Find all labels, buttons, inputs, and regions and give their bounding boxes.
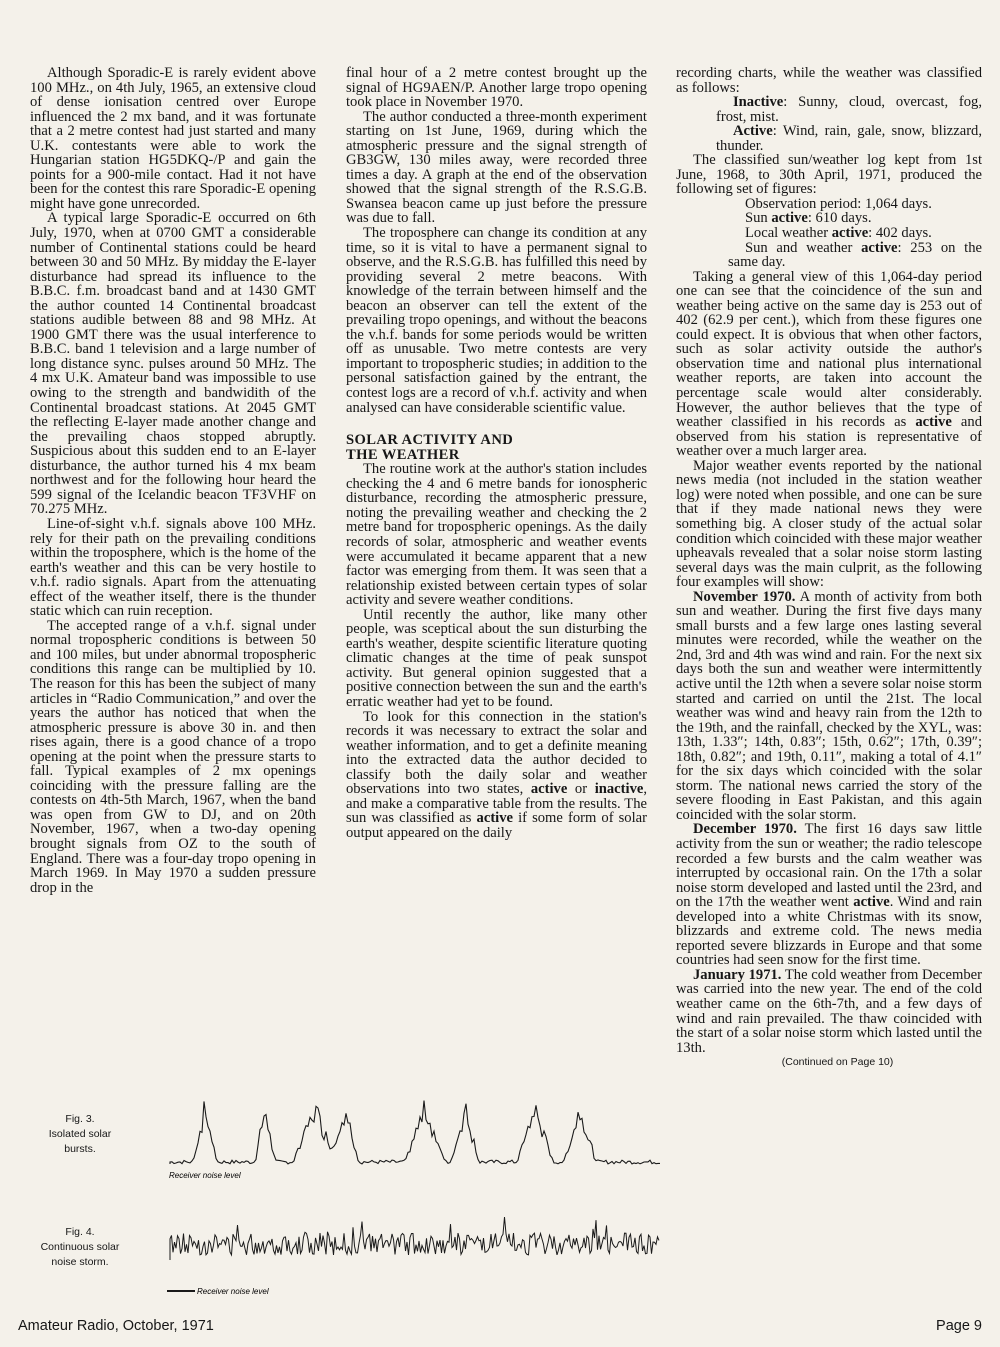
paragraph: Taking a general view of this 1,064-day period one can see that the coincidence of the sun and weather being active on the same day is 253 out of 402 (62.9 per cent.), which from these figures one could expect. It is obvious that when other factors, such as solar activity outside the author's observation time and national plus international weather reports, are taken into account the percentage scale would alter considerably. However, the author believes that the type of weather classified in his records as active and observed from his station is representative of weather over a much larger area.: [676, 268, 982, 460]
paragraph: final hour of a 2 metre contest brought up the signal of HG9AEN/P. Another large tropo opening took place in November 1970.: [346, 65, 647, 111]
paragraph: Major weather events reported by the national news media (not included in the station weather log) were noted when possible, and one can be sure that if they made national news they were something big. A closer study of the actual solar condition which coincided with these major weather upheavals revealed that a solar noise storm lasting several days was the main culprit, as the following four examples will show:: [676, 457, 982, 591]
statistic: Observation period: 1,064 days.: [745, 195, 932, 212]
paragraph: November 1970. A month of activity from both sun and weather. During the first five days many small bursts and a few large ones lasting several minutes were recorded, while the weather on the 2nd, 3rd and 4th was wind and rain. For the next six days both the sun and weather were intermittently active until the 12th when a severe solar noise storm started and carried on until the 21st. The local weather was wind and heavy rain from the 12th to the 19th, and the rainfall, checked by the XYL, was: 13th, 1.33″; 14th, 0.83″; 15th, 0.62″; 17th, 0.39″; 18th, 0.82″; and 19th, 0.11″, making a total of 4.1″ for the six days which coincided with the solar storm. The national news carried the story of the severe flooding in East Pakistan, and this again coincided with the solar storm.: [676, 588, 982, 823]
article-column-1: [30, 66, 316, 895]
fig3-caption: Fig. 3. Isolated solar bursts.: [48, 1113, 112, 1155]
fig4-trace: [170, 1217, 659, 1260]
footer-page-number: Page 9: [936, 1318, 982, 1334]
paragraph: Line-of-sight v.h.f. signals above 100 MHz. rely for their path on the prevailing conditions within the troposphere, which is the home of the earth's weather and this can be very hostile to v.h.f. radio signals. Apart from the attenuating effect of the weather itself, there is the thunder static which can ruin reception.: [30, 515, 316, 620]
section-heading: SOLAR ACTIVITY AND: [346, 432, 514, 449]
classification-active: Active: Wind, rain, gale, snow, blizzard, thunder.: [716, 123, 982, 154]
section-heading: THE WEATHER: [346, 446, 460, 463]
paragraph: recording charts, while the weather was classified as follows:: [676, 65, 982, 96]
article-column-3: [676, 66, 982, 1070]
continued-note: (Continued on Page 10): [781, 1056, 894, 1069]
fig4-chart: [165, 1205, 665, 1300]
statistic: Local weather active: 402 days.: [745, 225, 932, 242]
paragraph: December 1970. The first 16 days saw little activity from the sun or weather; the radio telescope recorded a few bursts and the calm weather was interrupted by occasional rain. On the 17th a solar noise storm developed and lasted until the 23rd, and on the 17th the weather went active. Wind and rain developed into a white Christmas with its snow, blizzards and extreme cold. The news media reported severe blizzards in Europe and that some countries had seen snow for the first time.: [676, 821, 982, 969]
paragraph: Although Sporadic-E is rarely evident above 100 MHz., on 4th July, 1965, an extensive cloud of dense ionisation centred over Europe influenced the 2 mx band, and it was fortunate that a 2 metre contest had just started and many U.K. contestants were able to work the Hungarian station HG5DKQ-/P and gain the points for a 900-mile contact. Had it not have been for the contest this rare Sporadic-E opening might have gone unrecorded.: [30, 65, 316, 212]
statistic: Sun and weather active: 253 on the same day.: [728, 239, 982, 271]
fig3-chart: [165, 1080, 665, 1185]
fig4-caption: Fig. 4. Continuous solar noise storm.: [40, 1226, 120, 1268]
paragraph: The troposphere can change its condition at any time, so it is vital to have a permanent signal to observe, and the R.S.G.B. has fulfilled this need by providing several 2 metre beacons. With knowledge of the terrain between himself and the beacon an observer can tell the extent of the prevailing tropo openings, and without the beacons the v.h.f. bands for some periods would be written off as unusable. Two metre contests are very important to tropospheric studies; in addition to the personal satisfaction gained by the entrant, the contest logs are a record of v.h.f. activity and when analysed can have considerable scientific value.: [346, 225, 647, 416]
paragraph: The author conducted a three-month experiment starting on 1st June, 1969, during which the atmospheric pressure and the signal strength of GB3GW, 130 miles away, were recorded three times a day. A graph at the end of the observation showed that the signal strength of the R.S.G.B. Swansea beacon came up just before the pressure was due to fall.: [346, 108, 647, 227]
paragraph: To look for this connection in the station's records it was necessary to extract the solar and weather information, and to get a definite meaning into the extracted data the author decided to classify both the daily solar and weather observations into two states, active or inactive, and make a comparative table from the results. The sun was classified as active if some form of solar output appeared on the daily: [346, 708, 647, 841]
statistic: Sun active: 610 days.: [745, 210, 872, 227]
paragraph: Until recently the author, like many other people, was sceptical about the sun disturbing the earth's weather, despite scientific literature quoting climatic changes at the time of peak sunspot activity. But general opinion suggested that a positive connection between the sun and the earth's erratic weather had yet to be found.: [346, 606, 647, 710]
paragraph: The classified sun/weather log kept from 1st June, 1968, to 30th April, 1971, produced the following set of figures:: [676, 152, 982, 198]
paragraph: The routine work at the author's station includes checking the 4 and 6 metre bands for ionospheric disturbance, recording the atmospheric pressure, noting the prevailing weather and checking the 2 metre band for tropospheric openings. As the daily records of solar, atmospheric and weather events were accumulated it became apparent that a new factor was emerging from them. It was seen that a relationship existed between certain types of solar activity and severe weather conditions.: [346, 461, 647, 609]
paragraph: The accepted range of a v.h.f. signal under normal tropospheric conditions is between 50 and 100 miles, but under abnormal tropospheric conditions this range can be multiplied by 10. The reason for this has been the subject of many articles in “Radio Communication,” and over the years the author has noticed that when the atmospheric pressure is above 30 in. and then rises again, there is a good chance of a tropo opening at the point when the pressure starts to fall. Typical examples of 2 mx openings coinciding with the pressure falling are the contests on 4th-5th March, 1967, when the band was open from GW to DJ, and on 20th November, 1967, when a two-day opening brought signals from OZ to the south of England. There was a four-day tropo opening in March 1969. In May 1970 a sudden pressure drop in the: [30, 617, 316, 896]
classification-inactive: Inactive: Sunny, cloud, overcast, fog, frost, mist.: [716, 94, 982, 125]
fig3-trace: [170, 1101, 660, 1164]
fig3-noise-label: Receiver noise level: [169, 1171, 241, 1180]
footer-publication: Amateur Radio, October, 1971: [18, 1318, 214, 1334]
paragraph: A typical large Sporadic-E occurred on 6th July, 1970, when at 0700 GMT a considerable number of Continental stations could be heard between 30 and 50 MHz. By midday the E-layer disturbance had spread its influence to the B.B.C. f.m. broadcast band and at 1430 GMT the author counted 14 Continental broadcast stations audible between 88 and 98 MHz. At 1900 GMT there was the usual interference to B.B.C. band 1 television and a large number of long distance sync. pulses around 50 MHz. The 4 mx U.K. Amateur band was impossible to use owing to the strength and bandwidith of the Continental broadcast stations. At 2045 GMT the reflecting E-layer made another change and the prevailing chaos stopped abruptly. Suspicious about this sudden end to an E-layer disturbance, the author turned his 4 mx beam northwest and for the following hour heard the 599 signal of the Icelandic beacon TF3VHF on 70.275 MHz.: [30, 210, 316, 518]
article-column-2: [346, 66, 647, 840]
fig4-noise-label: Receiver noise level: [197, 1287, 269, 1296]
paragraph: January 1971. The cold weather from December was carried into the new year. The end of the cold weather came on the 6th-7th, and a few days of wind and rain prevailed. The thaw coincided with the start of a solar noise storm which lasted until the 13th.: [676, 966, 982, 1056]
